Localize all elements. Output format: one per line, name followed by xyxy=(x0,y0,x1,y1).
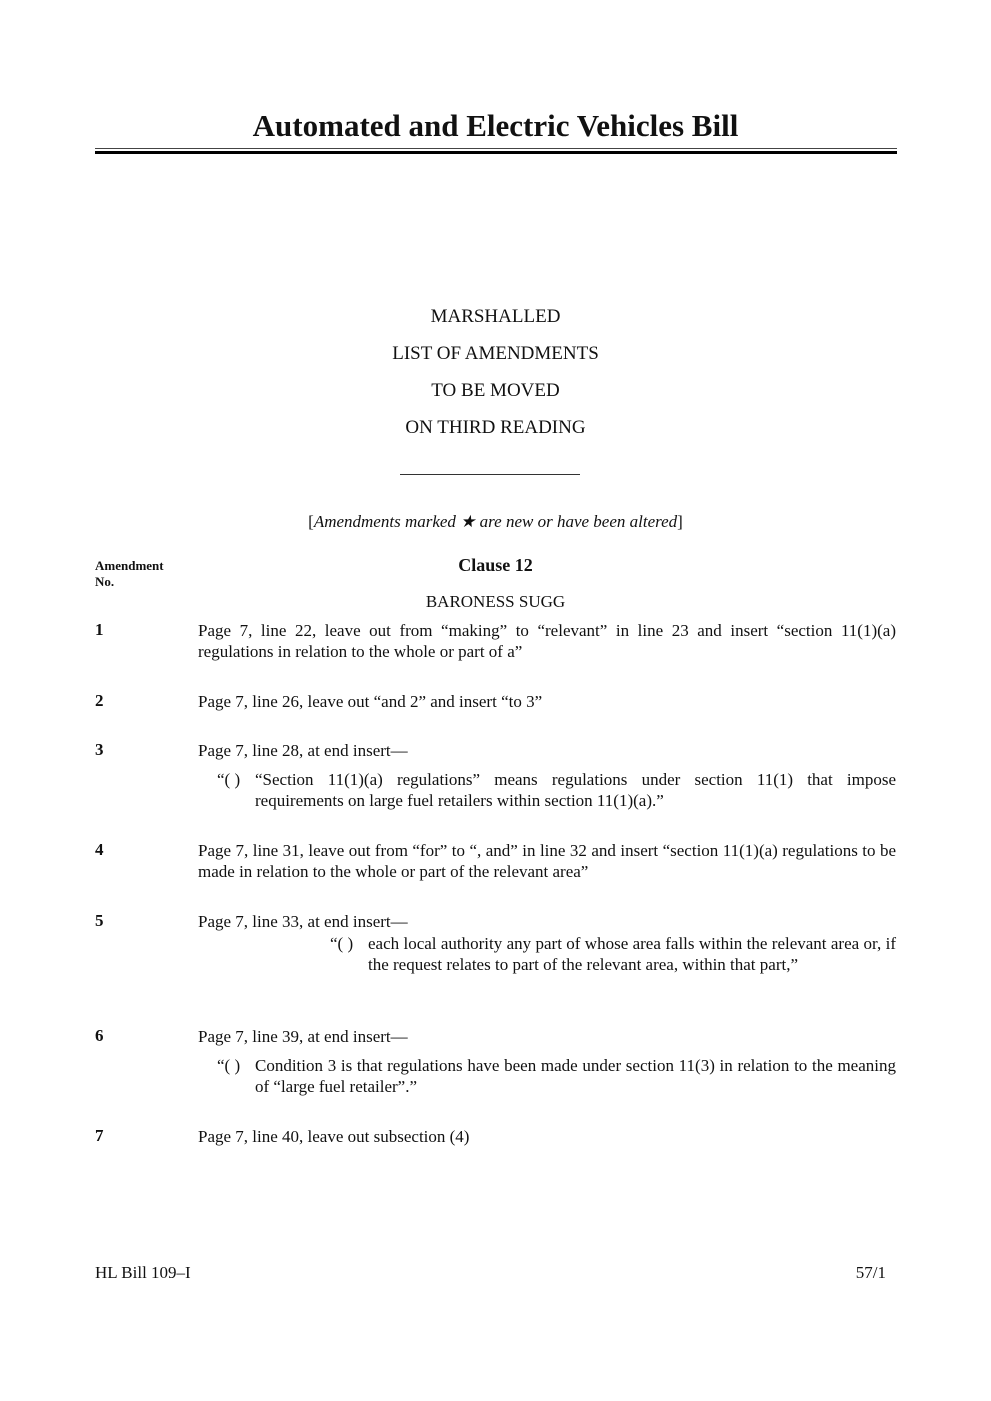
amendment-text: Page 7, line 28, at end insert— xyxy=(198,741,408,760)
bracket: ] xyxy=(677,512,683,531)
quote-marker: “( ) xyxy=(330,934,354,953)
label-line: Amendment xyxy=(95,558,164,573)
amendment-number: 6 xyxy=(95,1026,104,1045)
bill-reference: HL Bill 109–I xyxy=(95,1263,191,1282)
divider xyxy=(400,474,580,475)
quote-body: “Section 11(1)(a) regulations” means regulations under section 11(1) that impose requirements on large fuel retailers within section 11(1)(a).” xyxy=(255,770,896,810)
page-number: 57/1 xyxy=(855,1263,886,1282)
amendment-text: Page 7, line 22, leave out from “making” to “relevant” in line 23 and insert “section 11(1)(a) regulations in relation to the whole or part of a” xyxy=(198,621,896,661)
heading-line: ON THIRD READING xyxy=(405,417,586,438)
amendment-number: 7 xyxy=(95,1126,104,1145)
amendments-note xyxy=(0,512,991,532)
amendment-text: Page 7, line 26, leave out “and 2” and insert “to 3” xyxy=(198,692,543,711)
clause-heading: Clause 12 xyxy=(458,555,533,575)
heading-line: MARSHALLED xyxy=(430,306,561,327)
quote-body: each local authority any part of whose area falls within the relevant area or, if the request relates to part of the relevant area, within that part,” xyxy=(368,934,896,974)
amendment-text: Page 7, line 39, at end insert— xyxy=(198,1027,408,1046)
inserted-text xyxy=(217,1055,896,1097)
inserted-text xyxy=(217,769,896,811)
title-rule-thick xyxy=(95,151,897,154)
heading-line: LIST OF AMENDMENTS xyxy=(392,343,599,364)
amendment-number: 4 xyxy=(95,840,104,859)
quote-body: Condition 3 is that regulations have been made under section 11(3) in relation to the meaning of “large fuel retailer”.” xyxy=(255,1056,896,1096)
bracket: [ xyxy=(308,512,314,531)
amendment-number: 2 xyxy=(95,691,104,710)
amendment-text: Page 7, line 31, leave out from “for” to “, and” in line 32 and insert “section 11(1)(a) regulations to be made in relation to the whole or part of the relevant area” xyxy=(198,841,896,881)
label-line: No. xyxy=(95,574,115,589)
quote-marker: “( ) xyxy=(217,1056,241,1075)
quote-marker: “( ) xyxy=(217,770,241,789)
amendment-number: 1 xyxy=(95,620,104,639)
heading-line: TO BE MOVED xyxy=(431,380,560,401)
amendment-number: 5 xyxy=(95,911,104,930)
amendment-number: 3 xyxy=(95,740,104,759)
title-rule-thin xyxy=(95,148,897,149)
inserted-text xyxy=(330,933,896,975)
amendment-text: Page 7, line 33, at end insert— xyxy=(198,912,408,931)
note-text: Amendments marked ★ are new or have been altered xyxy=(313,512,678,531)
member-name: BARONESS SUGG xyxy=(425,592,566,611)
amendment-text: Page 7, line 40, leave out subsection (4) xyxy=(198,1127,470,1146)
bill-title: Automated and Electric Vehicles Bill xyxy=(252,108,739,143)
